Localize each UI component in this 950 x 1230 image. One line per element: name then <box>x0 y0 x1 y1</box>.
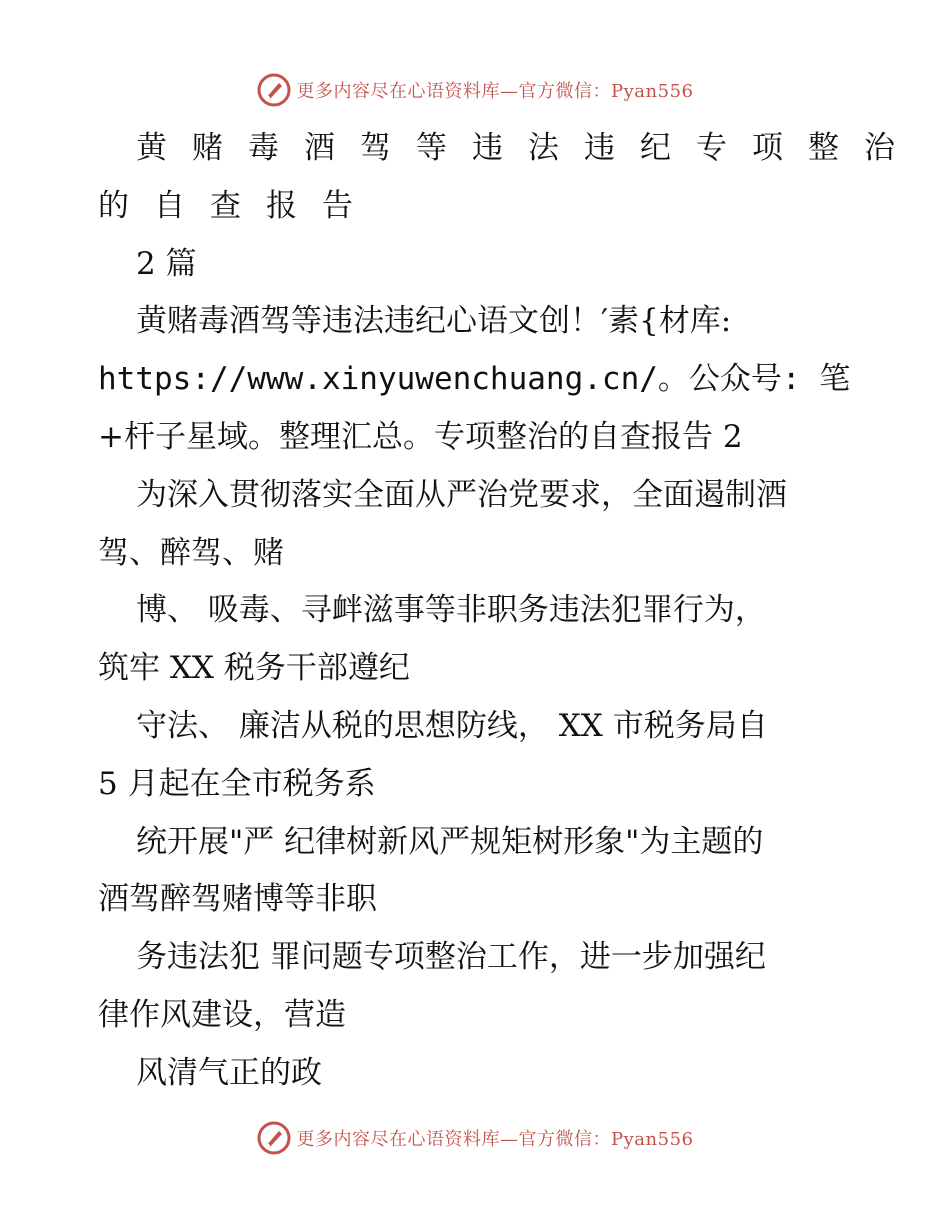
paragraph-line: 务违法犯 罪问题专项整治工作，进一步加强纪 <box>136 939 766 976</box>
doc-title-line-2: 的自查报告 <box>98 187 378 224</box>
doc-subtitle: 2 篇 <box>136 245 197 282</box>
paragraph-line: 统开展"严 纪律树新风严规矩树形象"为主题的 <box>136 823 764 860</box>
paragraph-line: 律作风建设，营造 <box>98 996 346 1033</box>
paragraph-line: 黄赌毒酒驾等违法违纪心语文创！′素{材库: <box>136 303 732 340</box>
document-body <box>98 120 920 1103</box>
pen-logo-icon <box>257 1121 291 1155</box>
watermark-text: 更多内容尽在心语资料库—官方微信：Pyan556 <box>296 1129 694 1150</box>
paragraph-line: 博、 吸毒、寻衅滋事等非职务违法犯罪行为， <box>136 592 766 629</box>
footer-watermark <box>0 1118 950 1158</box>
pen-logo-icon <box>257 73 291 107</box>
paragraph-line: 酒驾醉驾赌博等非职 <box>98 881 377 918</box>
paragraph-line: 驾、醉驾、赌 <box>98 534 284 571</box>
watermark-text: 更多内容尽在心语资料库—官方微信：Pyan556 <box>296 81 694 102</box>
paragraph-line: https://www.xinyuwenchuang.cn/。公众号: 笔 <box>98 361 851 398</box>
paragraph-line: 为深入贯彻落实全面从严治党要求，全面遏制酒 <box>136 476 787 513</box>
doc-title-line-1: 黄赌毒酒驾等违法违纪专项整治 <box>136 130 920 166</box>
paragraph-line: 5 月起在全市税务系 <box>98 765 376 802</box>
paragraph-line: 守法、 廉洁从税的思想防线， XX 市税务局自 <box>136 707 768 744</box>
paragraph-line: 风清气正的政 <box>136 1054 322 1091</box>
header-watermark <box>0 70 950 110</box>
paragraph-line: 筑牢 XX 税务干部遵纪 <box>98 650 410 687</box>
paragraph-line: +杆子星域。整理汇总。专项整治的自查报告 2 <box>98 418 743 455</box>
